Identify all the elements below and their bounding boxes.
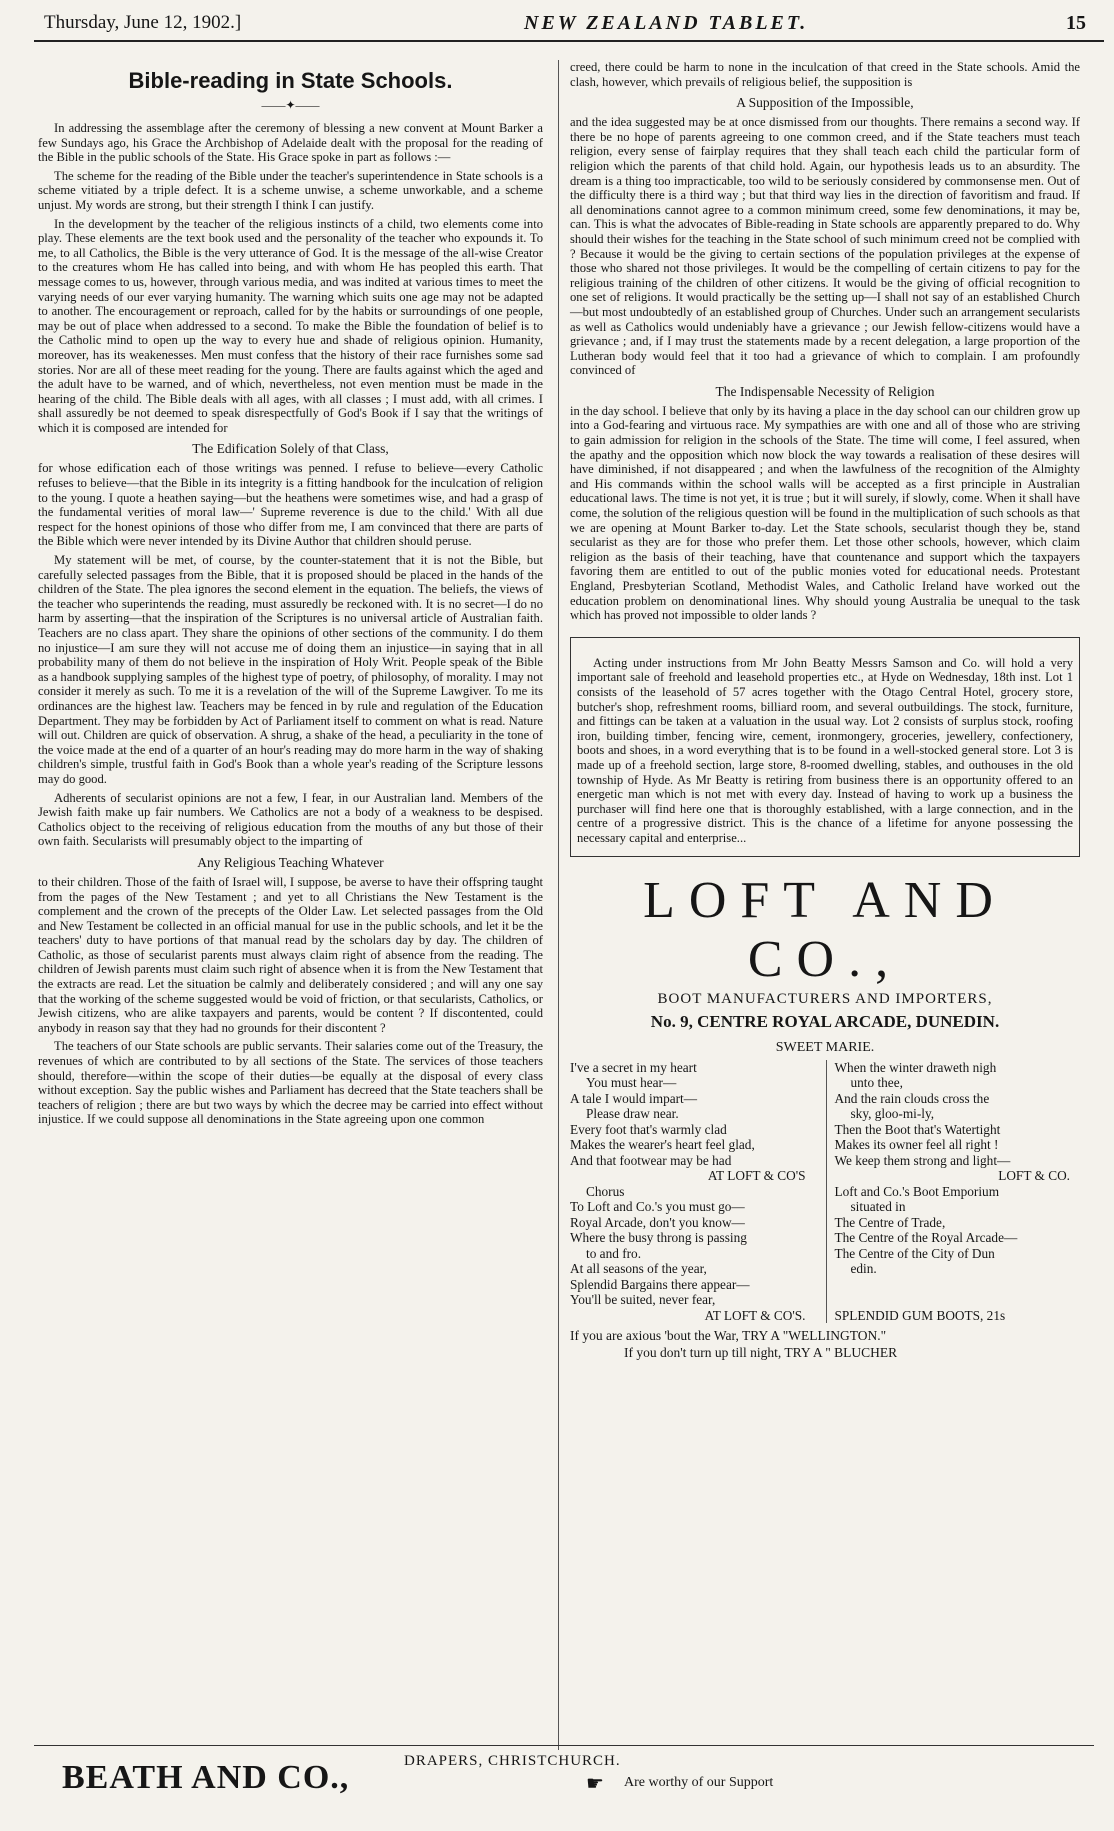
poem-line <box>835 1292 1081 1308</box>
article-paragraph: Adherents of secularist opinions are not a few, I fear, in our Australian land. Members of the Jewish faith make up fair numbers. We Catholics are not a body of a weakness to be despised. Catholics object to the receiving of religious education from the mouths of any but those of their own faith. Secularists will presumably object to the imparting of <box>38 790 543 849</box>
article-title: Bible-reading in State Schools. <box>128 68 453 93</box>
poem-line: situated in <box>850 1199 906 1214</box>
poem-line: Makes the wearer's heart feel glad, <box>570 1137 755 1152</box>
header-rule <box>34 40 1104 42</box>
poem-line: unto thee, <box>850 1075 903 1090</box>
beath-advertisement: BEATH AND CO., <box>62 1759 350 1796</box>
ad-line: If you are axious 'bout the War, TRY A "WELLINGTON." <box>570 1328 887 1343</box>
poem-line: Loft and Co.'s Boot Emporium <box>834 1183 1000 1199</box>
poem-line: When the winter draweth nigh <box>834 1059 997 1075</box>
loft-advertisement <box>570 871 1080 1362</box>
poem-line <box>835 1277 1081 1293</box>
poem-line: You must hear— <box>586 1075 677 1090</box>
article-paragraph: The teachers of our State schools are public servants. Their salaries come out of the Treasury, the revenues of which are contributed to by all sections of the State. The services of those teachers should, therefore—within the scope of their duties—be equally at the disposal of every class without exception. Say the public wishes and Parliament has decreed that the State teachers shall be teachers of religion ; there are but two ways by which the decree may be carried into effect without injustice. If we could suppose all denominations in the State agreeing upon one common <box>38 1039 543 1127</box>
poem-line: Chorus <box>586 1183 625 1199</box>
poem-line: Then the Boot that's Watertight <box>834 1121 1001 1137</box>
sale-notice: Acting under instructions from Mr John Beatty Messrs Samson and Co. will hold a very important sale of freehold and leasehold properties etc., at Hyde on Wednesday, 18th inst. Lot 1 consists of the leasehold of 57 acres together with the Otago Central Hotel, grocery store, butcher's shop, refreshment rooms, billiard room, and several outbuildings. The stock, furniture, and fittings can be taken at a valuation in the usual way. Lot 2 consists of surplus stock, roofing iron, building timber, fencing wire, cement, ironmongery, groceries, jewellery, confectionery, boots and shoes, in a word everything that is to be found in a well-stocked general store. Lot 3 is made up of a freehold section, large store, 8-roomed dwelling, stables, and outhouses in the old township of Hyde. As Mr Beatty is retiring from business there is an opportunity offered to an energetic man which is not met with every day. Instead of having to work up a business the purchaser will find here one that is thoroughly established, with a large connection, and in the centre of a progressive district. This is the chance of a lifetime for anyone possessing the necessary capital and enterprise... <box>577 655 1073 845</box>
poem-line: And the rain clouds cross the <box>834 1090 990 1106</box>
poem-line: sky, gloo-mi-ly, <box>850 1106 935 1121</box>
poem-line: At all seasons of the year, <box>570 1261 707 1276</box>
poem-line: Splendid Bargains there appear— <box>570 1276 750 1292</box>
column-divider <box>558 60 559 1750</box>
poem-line: To Loft and Co.'s you must go— <box>570 1199 745 1214</box>
article-paragraph: and the idea suggested may be at once dismissed from our thoughts. There remains a second way. If there be no hope of parents agreeing to one common creed, and if the State teachers must teach religion, every sense of fairplay requires that they shall teach each child the particular form of religion which the parents of that child hold. Again, our hypothesis leads us to an absurdity. The dream is a thing too impracticable, too wild to be seriously considered by commonsense men. Out of the difficulty there is a third way ; but that third way lies in the direction of favoritism and fraud. If all denominations cannot agree to a common minimum creed, some few denominations, it may be, can. This is what the advocates of Bible-reading in State schools are apparently prepared to do. Why should their wishes for the teaching in the State school of such minimum creed not be complied with ? Because it would be the giving to certain sections of the population privileges at the expense of those who shared not those privileges. It would be the compelling of certain citizens to pay for the religious training of the children of other citizens. It would be the giving of official recognition to one set of religions. It would practically be the setting up—I shall not say of an established Church—but most undoubtedly of an established group of Churches. Under such an arrangement secularists as well as Catholics would undeniably have a grievance ; our Jewish fellow-citizens would have a grievance ; and, if I may trust the statements made by a recent delegation, a large proportion of the Lutheran body would feel that it too had a grievance of which to complain. I am profoundly convinced of <box>570 115 1080 378</box>
poem-line: And that footwear may be had <box>570 1152 732 1168</box>
ad-line: If you don't turn up till night, TRY A " BLUCHER <box>624 1345 898 1360</box>
issue-date: Thursday, June 12, 1902.] <box>44 12 242 33</box>
poem-line: I've a secret in my heart <box>570 1059 697 1075</box>
ad-tagline: BOOT MANUFACTURERS AND IMPORTERS, <box>657 990 993 1007</box>
subheading: Any Religious Teaching Whatever <box>197 854 384 870</box>
poem-line: The Centre of the Royal Arcade— <box>834 1230 1018 1245</box>
poem-line: Royal Arcade, don't you know— <box>570 1214 745 1230</box>
poem-right-column <box>826 1060 1081 1324</box>
article-paragraph: In the development by the teacher of the religious instincts of a child, two elements come into play. These elements are the text book used and the personality of the teacher who expounds it. To me, to all Catholics, the Bible is the very utterance of God. It is the message of the all-wise Creator to the creatures whom He has called into being, and with whom He has peopled this earth. That message comes to us, however, through various media, and was indited at various times to meet the varying needs of our ever varying humanity. The warning which suits one age may not be adapted to another. The encouragement or reproach, called for by the habits or surroundings of one people, may be out of place when addressed to a second. To make the Bible the foundation of belief is to the Catholic mind to open up the way to every hue and shade of religious opinion. Humanity, moreover, has its weakenesses. Men must confess that the history of their race furnishes some sad stories. Nor are all of these meet reading for the young. There are faults against which the aged and the adult have to be warned, and of which, nevertheless, not even mention must be made in the hearing of the child. The Bible deals with all ages, with all classes ; I must add, with all crimes. I shall assuredly be not deemed to speak disrespectfully of God's Book if I say that the writings of which it is composed are intended for <box>38 216 543 435</box>
poem-line: We keep them strong and light— <box>834 1152 1011 1168</box>
drapers-label: DRAPERS, CHRISTCHURCH. <box>404 1753 621 1769</box>
poem-line: AT LOFT & CO'S. <box>704 1307 806 1323</box>
poem-line: to and fro. <box>586 1245 642 1261</box>
article-paragraph: to their children. Those of the faith of Israel will, I suppose, be averse to have their offspring taught from the pages of the New Testament ; and yet to all Christians the New Testament is the complement and the crown of the precepts of the Older Law. Let selected passages from the Old and New Testament be collected in an official manual for use in the public schools, and let it be the teachers' duty to have portions of that manual read by the scholars day by day. The children of Catholic, as those of secularist parents must always claim right of absence from the reading. The children of Jewish parents must claim such right of absence when it is from the New Testament that the extracts are read. Let the situation be calmly and deliberately considered ; and will any one say that the working of the scheme suggested would be void of friction, or that secularists, Catholics, or Jewish citizens, who are alike taxpayers and parents, would be content ? If discontented, could anybody in reason say that they had no grounds for their discontent ? <box>38 874 543 1035</box>
left-column <box>38 60 543 1131</box>
right-column <box>570 60 1080 1361</box>
ad-address: No. 9, CENTRE ROYAL ARCADE, DUNEDIN. <box>650 1011 1000 1031</box>
article-paragraph: for whose edification each of those writings was penned. I refuse to believe—every Catholic refuses to believe—that the Bible in its integrity is a fitting handbook for the inculcation of religion to the young. I quote a heathen saying—but the heathens were sometimes wise, and had a grasp of the fundamental verities of moral law—' Supreme reverence is due to the child.' With all due respect for the honest opinions of those who differ from me, I am convinced that there are parts of the Bible which were never intended by its Divine Author that children should peruse. <box>38 461 543 549</box>
page-header <box>34 0 1104 36</box>
article-paragraph: My statement will be met, of course, by the counter-statement that it is not the Bible, but carefully selected passages from the Bible, that it is proposed should be placed in the hands of the children of the State. The plea ignores the second element in the equation. The beliefs, the views of the teacher who superintends the reading, must assuredly be reckoned with. It is no secret—I do no harm by asserting—that the inspiration of the Scriptures is no universal article of Australian faith. Teachers are no class apart. They share the opinions of other sections of the community. I do them no injustice—I am sure they will not accuse me of doing them an injustice—in saying that in all probability many of them do not believe in the inspiration of Holy Writ. People speak of the Bible as a handbook supplying samples of the highest type of poetry, of philosophy, of morality. I may not consider it merely as such. To me it is a revelation of the will of the Supreme Lawgiver. To me its ordinances are the highest law. Teachers may be fenced in by rule and regulation of the Education Department. They may be forbidden by Act of Parliament itself to comment on what is read. Nature will out. Children are quick of observation. A shrug, a shake of the head, a peculiarity in the tone of the voice made at the end of a quarter of an hour's reading may do more harm in the way of shaking children's simple, trustful faith in God's Book than a whole year's reading of the Scripture lessons may do good. <box>38 553 543 786</box>
subheading: A Supposition of the Impossible, <box>736 95 914 111</box>
poem-line: The Centre of Trade, <box>834 1214 946 1230</box>
page-footer <box>34 1745 1094 1796</box>
poem-title: SWEET MARIE. <box>775 1039 875 1055</box>
poem-line: Where the busy throng is passing <box>570 1230 747 1245</box>
poem-line: Please draw near. <box>586 1106 679 1121</box>
article-paragraph: creed, there could be harm to none in the inculcation of that creed in the State schools. Amid the clash, however, which prevails of religious belief, the supposition is <box>570 60 1080 89</box>
sale-notice-box <box>570 637 1080 857</box>
ad-poem <box>570 1060 1080 1324</box>
poem-line: Makes its owner feel all right ! <box>834 1137 999 1152</box>
ad-company-name: LOFT AND CO., <box>643 871 1007 988</box>
support-text: Are worthy of our Support <box>624 1775 774 1790</box>
poem-line: SPLENDID GUM BOOTS, 21s <box>834 1307 1006 1323</box>
article-intro: In addressing the assemblage after the ceremony of blessing a new convent at Mount Barker a few Sundays ago, his Grace the Archbishop of Adelaide dealt with the proposal for the reading of the Bible in the public schools of the State. His Grace spoke in part as follows :— <box>38 121 543 165</box>
page-number: 15 <box>1066 12 1086 34</box>
masthead: NEW ZEALAND TABLET. <box>524 12 809 34</box>
article-paragraph: in the day school. I believe that only by its having a place in the day school can our children grow up into a God-fearing and virtuous race. My sympathies are with one and all of those who are striving to gain admission for religion in the schools of the State. The time will come, I feel assured, when the apathy and the opposition which now block the way towards a realisation of these desires will have diminished, if not disappeared ; and when the lawfulness of the recognition of the Almighty and His commands within the school walls will be accepted as a first principle in Australian educational laws. The time is not yet, it is true ; but it will surely, if slowly, come. When it shall have come, the solution of the religious question will be found in the multiplication of such schools as that we are opening at Mount Barker to-day. Let the State schools, secularist though they be, stand secularist as they are for those who prefer them. Let those other schools, however, which claim religion as the basis of their teaching, have that countenance and support which the taxpayers favoring them are entitled to out of the public monies voted for educational needs. Protestant England, Presbyterian Scotland, Methodist Wales, and Catholic Ireland have worked out the education problem on denominational lines. Why should young Australia be unequal to the task which has proved not impossible to older lands ? <box>570 403 1080 623</box>
title-ornament: ——✦—— <box>261 98 320 112</box>
poem-line: AT LOFT & CO'S <box>707 1168 806 1183</box>
article-paragraph: The scheme for the reading of the Bible under the teacher's superintendence in State schools is a scheme vitiated by a triple defect. It is a scheme unwise, a scheme unworkable, and a scheme unjust. My words are strong, but their strength I think I can justify. <box>38 168 543 212</box>
poem-line: Every foot that's warmly clad <box>570 1121 727 1137</box>
poem-line: You'll be suited, never fear, <box>570 1292 716 1307</box>
poem-line: A tale I would impart— <box>570 1090 698 1106</box>
poem-line: LOFT & CO. <box>998 1168 1070 1183</box>
footer-rule <box>34 1745 1094 1746</box>
pointing-hand-icon: ☛ <box>586 1773 604 1795</box>
subheading: The Indispensable Necessity of Religion <box>715 383 935 399</box>
poem-left-column <box>570 1060 816 1324</box>
poem-line: The Centre of the City of Dun <box>834 1245 995 1261</box>
poem-line: edin. <box>850 1261 877 1276</box>
ad-closing-lines <box>570 1327 1080 1361</box>
subheading: The Edification Solely of that Class, <box>192 441 389 457</box>
